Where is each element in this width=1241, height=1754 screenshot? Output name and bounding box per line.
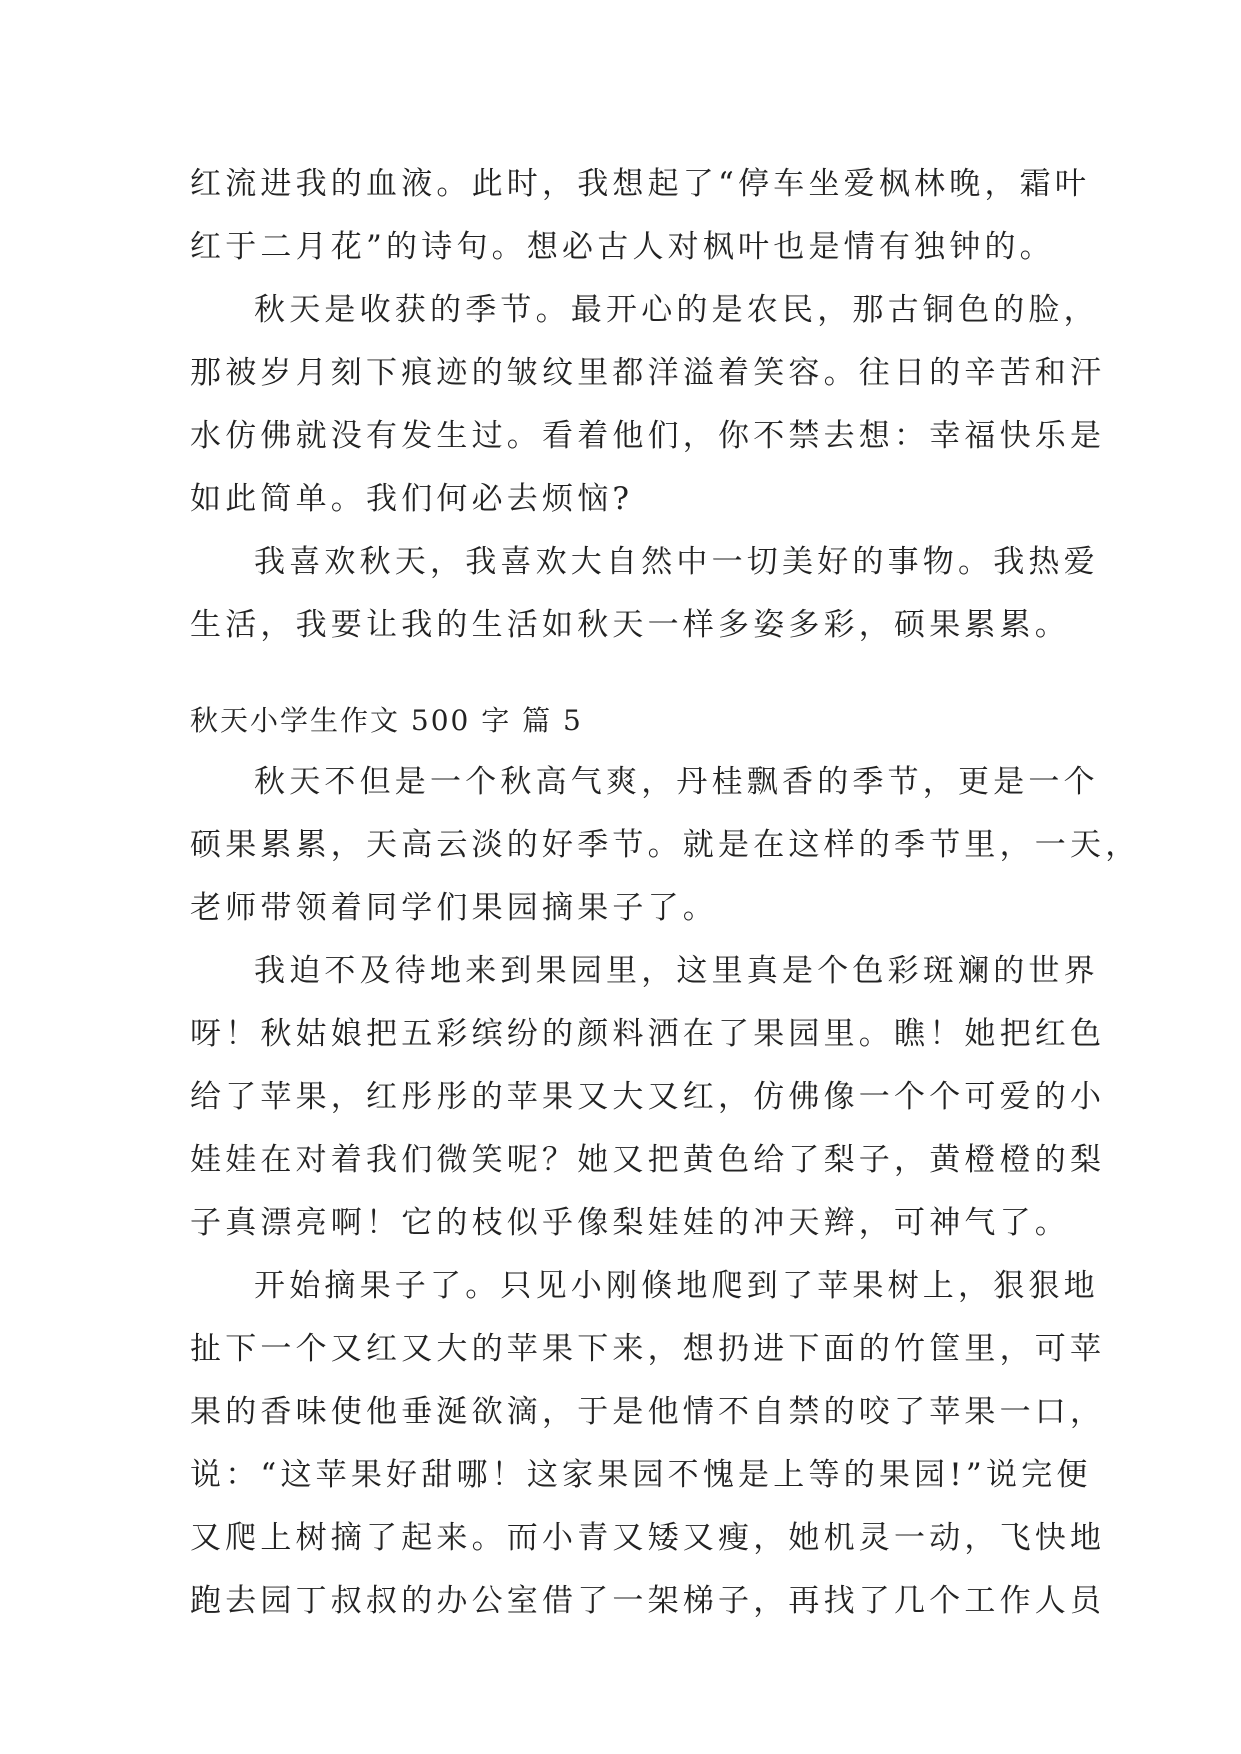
paragraph-d-line-2: 硕果累累，天高云淡的好季节。就是在这样的季节里，一天， [190, 827, 1141, 863]
paragraph-b-line-2: 那被岁月刻下痕迹的皱纹里都洋溢着笑容。往日的辛苦和汗 [190, 355, 1106, 391]
paragraph-d-line-1: 秋天不但是一个秋高气爽，丹桂飘香的季节，更是一个 [254, 764, 1099, 800]
paragraph-b-line-1: 秋天是收获的季节。最开心的是农民，那古铜色的脸， [254, 292, 1099, 328]
paragraph-b-line-4: 如此简单。我们何必去烦恼? [190, 481, 634, 517]
paragraph-e-line-4: 娃娃在对着我们微笑呢？她又把黄色给了梨子，黄橙橙的梨 [190, 1142, 1106, 1178]
paragraph-c-line-1: 我喜欢秋天，我喜欢大自然中一切美好的事物。我热爱 [254, 544, 1099, 580]
paragraph-c-line-2: 生活，我要让我的生活如秋天一样多姿多彩，硕果累累。 [190, 607, 1070, 643]
paragraph-e-line-3: 给了苹果，红彤彤的苹果又大又红，仿佛像一个个可爱的小 [190, 1079, 1106, 1115]
paragraph-f-line-6: 跑去园丁叔叔的办公室借了一架梯子，再找了几个工作人员 [190, 1583, 1106, 1619]
paragraph-e-line-5: 子真漂亮啊！它的枝似乎像梨娃娃的冲天辫，可神气了。 [190, 1205, 1070, 1241]
paragraph-f-line-4: 说：“这苹果好甜哪！这家果园不愧是上等的果园!”说完便 [190, 1457, 1092, 1493]
paragraph-a-line-1: 红流进我的血液。此时，我想起了“停车坐爱枫林晚，霜叶 [190, 166, 1091, 202]
paragraph-e-line-1: 我迫不及待地来到果园里，这里真是个色彩斑斓的世界 [254, 953, 1099, 989]
paragraph-f-line-2: 扯下一个又红又大的苹果下来，想扔进下面的竹筐里，可苹 [190, 1331, 1106, 1367]
paragraph-d-line-3: 老师带领着同学们果园摘果子了。 [190, 890, 718, 926]
section-heading: 秋天小学生作文 500 字 篇 5 [190, 704, 583, 737]
paragraph-f-line-1: 开始摘果子了。只见小刚倏地爬到了苹果树上，狠狠地 [254, 1268, 1099, 1304]
paragraph-e-line-2: 呀！秋姑娘把五彩缤纷的颜料洒在了果园里。瞧！她把红色 [190, 1016, 1106, 1052]
paragraph-f-line-5: 又爬上树摘了起来。而小青又矮又瘦，她机灵一动，飞快地 [190, 1520, 1106, 1556]
paragraph-b-line-3: 水仿佛就没有发生过。看着他们，你不禁去想：幸福快乐是 [190, 418, 1106, 454]
paragraph-f-line-3: 果的香味使他垂涎欲滴，于是他情不自禁的咬了苹果一口， [190, 1394, 1106, 1430]
paragraph-a-line-2: 红于二月花”的诗句。想必古人对枫叶也是情有独钟的。 [190, 229, 1055, 265]
